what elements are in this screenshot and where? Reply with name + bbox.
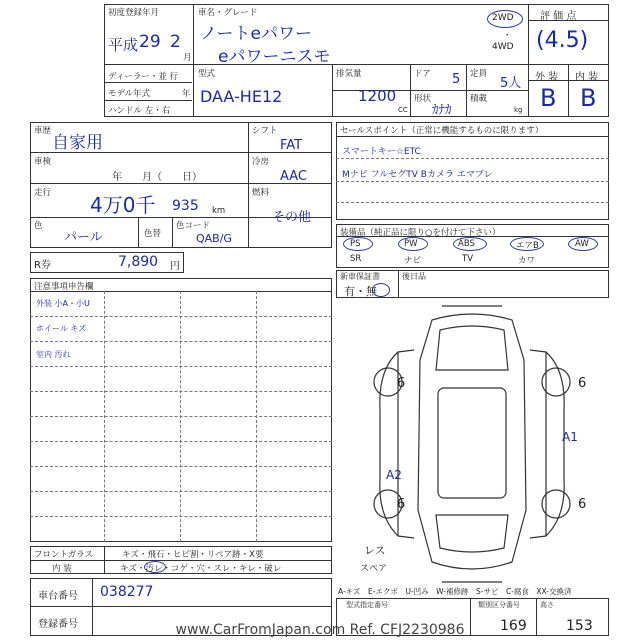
load-label: 積載 bbox=[470, 94, 488, 104]
color-change-label: 色替 bbox=[144, 229, 162, 239]
int-label: 内 装 bbox=[575, 72, 599, 83]
info-color-divider bbox=[138, 217, 139, 248]
equip-abs: ABS bbox=[458, 239, 475, 249]
equip-tv: TV bbox=[462, 254, 474, 264]
notes-dash-row-7 bbox=[30, 466, 332, 467]
warranty-label: 新車保証書 bbox=[340, 272, 380, 281]
door-value: 5 bbox=[452, 72, 461, 87]
class-label: 類別区分番号 bbox=[478, 601, 520, 609]
header-sub-divider bbox=[104, 82, 192, 83]
mark-rear-left-wheel: 6 bbox=[397, 497, 406, 512]
chassis-label: 車台番号 bbox=[38, 591, 78, 602]
shift-value: FAT bbox=[280, 138, 303, 153]
height-value: 153 bbox=[566, 618, 593, 634]
km-unit: km bbox=[212, 206, 226, 216]
height-label: 高さ bbox=[540, 601, 554, 609]
recycle-label: R券 bbox=[34, 260, 51, 271]
model-year-label: モデル年式 bbox=[108, 89, 151, 99]
int-grade: B bbox=[580, 84, 597, 112]
month-unit: 月 bbox=[183, 53, 192, 63]
windshield-text: キズ・飛石・ヒビ割・リペア跡・X要 bbox=[122, 550, 264, 560]
mark-left-rear: A2 bbox=[386, 468, 402, 482]
mileage-small: 935 bbox=[172, 198, 199, 214]
windshield-label: フロントガラス bbox=[34, 550, 93, 560]
color-value: パール bbox=[64, 230, 103, 245]
sales-dash-1 bbox=[336, 158, 609, 159]
shape-label: 形状 bbox=[414, 94, 432, 104]
class-value: 169 bbox=[500, 618, 527, 634]
ext-label: 外 装 bbox=[535, 72, 559, 83]
info-color-divider-2 bbox=[172, 217, 173, 248]
usage-label: 車歴 bbox=[34, 126, 52, 136]
score-value: (4.5) bbox=[536, 28, 589, 53]
notes-label: 注意事項申告欄 bbox=[34, 282, 94, 292]
kg-unit: kg bbox=[514, 106, 523, 114]
type-label: 型式 bbox=[198, 69, 216, 79]
interior-label: 内 装 bbox=[52, 564, 72, 574]
warranty-value: 有・無 bbox=[344, 285, 377, 298]
regno-label: 登録番号 bbox=[38, 619, 78, 630]
fuel-value: その他 bbox=[272, 210, 312, 225]
notes-line1: 外装 小A・小U bbox=[36, 299, 90, 308]
equip-airbag: エアB bbox=[516, 241, 539, 251]
mileage-label: 走行 bbox=[34, 188, 52, 198]
door-label: ドア bbox=[414, 69, 431, 79]
header-col-divider bbox=[193, 4, 194, 117]
ext-grade: B bbox=[540, 84, 557, 112]
notes-dash-row-8 bbox=[30, 491, 332, 492]
mark-rear-right-wheel: 6 bbox=[578, 497, 587, 512]
notes-dash-row-6 bbox=[30, 441, 332, 442]
notes-dash-row-4 bbox=[30, 391, 332, 392]
notes-dash-row-2 bbox=[30, 341, 332, 342]
spare-label: スペア bbox=[360, 564, 388, 574]
lot-label: 後日品 bbox=[402, 272, 426, 281]
recycle-value: 7,890 bbox=[118, 254, 159, 270]
shape-value: ｶﾅｶ bbox=[432, 103, 452, 118]
info-divider-2 bbox=[30, 183, 248, 184]
recycle-section bbox=[30, 252, 184, 273]
equip-ps: PS bbox=[350, 239, 361, 249]
sales-dash-3 bbox=[336, 202, 609, 203]
carname-line1: ノートeパワー bbox=[200, 24, 312, 44]
carname-label: 車名・グレード bbox=[198, 8, 258, 18]
inspection-format: 年 月（ 日） bbox=[112, 172, 202, 183]
color-code-label: 色コード bbox=[176, 221, 211, 231]
inspection-label: 車検 bbox=[34, 157, 52, 167]
interior-text: キズ・汚レ・コゲ・穴・スレ・キレ・破レ bbox=[120, 564, 282, 574]
shift-label: シフト bbox=[252, 126, 278, 136]
form-label: 型式指定番号 bbox=[346, 601, 388, 609]
sales-line2: Mナビ フルセグTV Bカメラ エマブレ bbox=[342, 170, 493, 180]
fuel-label: 燃料 bbox=[252, 188, 270, 198]
month-value: 2 bbox=[170, 32, 181, 52]
mark-right-door: A1 bbox=[562, 430, 578, 444]
ac-value: AAC bbox=[280, 169, 307, 184]
capacity-label: 定員 bbox=[470, 69, 488, 79]
equip-aw: AW bbox=[575, 239, 589, 249]
ac-label: 冷房 bbox=[252, 157, 270, 167]
model-year-unit: 年 bbox=[182, 89, 191, 99]
info-col-divider bbox=[248, 122, 249, 248]
notes-dash-row-1 bbox=[30, 316, 332, 317]
notes-line2: ホイール キズ bbox=[36, 324, 87, 333]
reg-year-label: 初度登録年月 bbox=[108, 8, 160, 18]
notes-dash-row-3 bbox=[30, 366, 332, 367]
eval-label: 評 価 点 bbox=[540, 11, 577, 22]
cc-unit: CC bbox=[398, 106, 408, 114]
watermark: www.CarFromJapan.com Ref. CFJ2230986 bbox=[175, 622, 465, 638]
type-value: DAA-HE12 bbox=[200, 87, 283, 106]
windshield-row-divider bbox=[30, 560, 332, 561]
equip-sr: SR bbox=[350, 254, 362, 264]
displacement-value: 1200 bbox=[358, 87, 397, 105]
mark-front-right-wheel: 6 bbox=[578, 376, 587, 391]
notes-dash-row-9 bbox=[30, 516, 332, 517]
spare-note: レス bbox=[364, 544, 386, 557]
notes-line3: 室内 汚れ bbox=[36, 350, 71, 359]
era-value: 平成 bbox=[108, 36, 139, 54]
drive-4wd: 4WD bbox=[492, 42, 514, 52]
sales-dash-2 bbox=[336, 181, 609, 182]
color-code-value: QAB/G bbox=[196, 232, 232, 245]
equip-leather: カワ bbox=[518, 256, 536, 266]
year-value: 29 bbox=[139, 32, 161, 52]
notes-dash-row-5 bbox=[30, 416, 332, 417]
mark-front-left-wheel: 6 bbox=[397, 376, 406, 391]
color-label: 色 bbox=[34, 221, 43, 231]
sales-label: セールスポイント（正常に機能するものに限ります） bbox=[340, 126, 544, 136]
dealer-label: ディーラー・並 行 bbox=[108, 72, 179, 82]
chassis-value: 038277 bbox=[100, 584, 154, 600]
recycle-unit: 円 bbox=[170, 261, 180, 272]
notes-section bbox=[30, 278, 332, 542]
damage-legend: A-キズ E-エクボ U-凹み W-補修跡 S-サビ C-腐食 XX-交換済 bbox=[338, 587, 572, 596]
header-row-divider bbox=[104, 64, 609, 65]
displacement-label: 排気量 bbox=[336, 69, 362, 79]
drive-separator: ・ bbox=[503, 31, 512, 41]
equip-pw: PW bbox=[404, 239, 418, 249]
header-col-divider-6 bbox=[568, 64, 569, 117]
drive-2wd: 2WD bbox=[492, 13, 514, 23]
handle-label: ハンドル 左・右 bbox=[108, 106, 171, 116]
equipment-label: 装備品（純正品に限り○を付けて下さい） bbox=[340, 228, 501, 238]
header-sub-divider-2 bbox=[104, 100, 192, 101]
sales-header-divider bbox=[336, 136, 609, 137]
carname-line2: eパワーニスモ bbox=[218, 47, 331, 67]
mileage-big: 4万0千 bbox=[90, 193, 156, 217]
sales-line1: スマートキー☆ETC bbox=[342, 147, 421, 157]
usage-value: 自家用 bbox=[52, 133, 103, 153]
chassis-row-divider bbox=[30, 606, 332, 607]
warranty-divider bbox=[398, 270, 399, 298]
equip-navi: ナビ bbox=[404, 256, 422, 266]
capacity-value: 5人 bbox=[500, 76, 522, 91]
